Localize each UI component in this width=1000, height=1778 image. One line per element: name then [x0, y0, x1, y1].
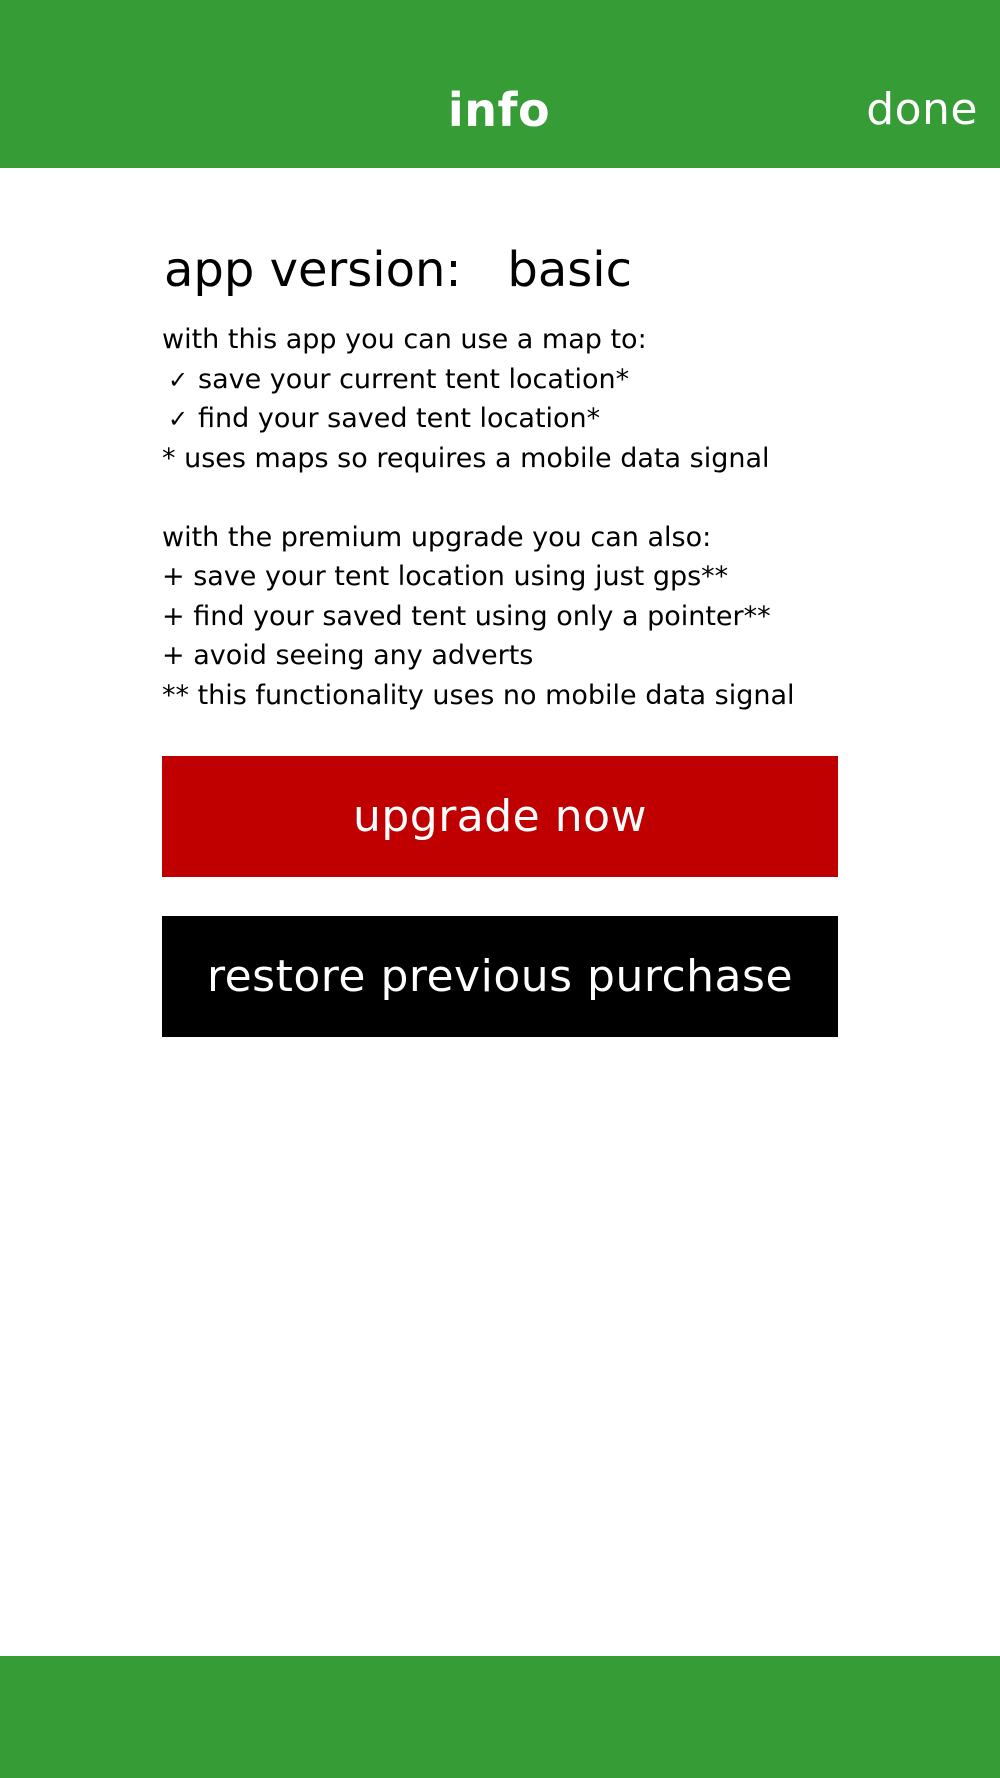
premium-feature-item: + find your saved tent using only a pointer**	[162, 600, 771, 632]
bottom-banner-bar	[0, 1656, 1000, 1778]
basic-features-footnote: * uses maps so requires a mobile data signal	[162, 442, 770, 474]
premium-feature-item: + avoid seeing any adverts	[162, 640, 534, 671]
restore-purchase-button[interactable]: restore previous purchase	[162, 916, 838, 1037]
basic-features-intro: with this app you can use a map to:	[162, 324, 647, 355]
premium-features-intro: with the premium upgrade you can also:	[162, 521, 712, 553]
checkmark-icon: ✓	[168, 365, 189, 394]
app-version-row	[164, 240, 838, 300]
basic-feature-item	[162, 360, 838, 400]
app-version-label: app version:	[164, 242, 462, 298]
info-content	[162, 240, 838, 1037]
page-title: info	[447, 83, 551, 137]
basic-feature-item	[162, 399, 838, 439]
basic-feature-text: save your current tent location*	[198, 363, 630, 395]
app-version-value: basic	[507, 242, 632, 298]
feature-description	[162, 320, 838, 715]
premium-feature-item: + save your tent location using just gps**	[162, 561, 729, 592]
navigation-bar	[0, 0, 1000, 168]
done-button[interactable]: done	[866, 84, 978, 135]
premium-features-footnote: ** this functionality uses no mobile data signal	[162, 679, 795, 711]
upgrade-now-button[interactable]: upgrade now	[162, 756, 838, 877]
basic-feature-text: find your saved tent location*	[198, 403, 601, 434]
section-spacer	[162, 478, 838, 518]
checkmark-icon: ✓	[168, 405, 189, 433]
